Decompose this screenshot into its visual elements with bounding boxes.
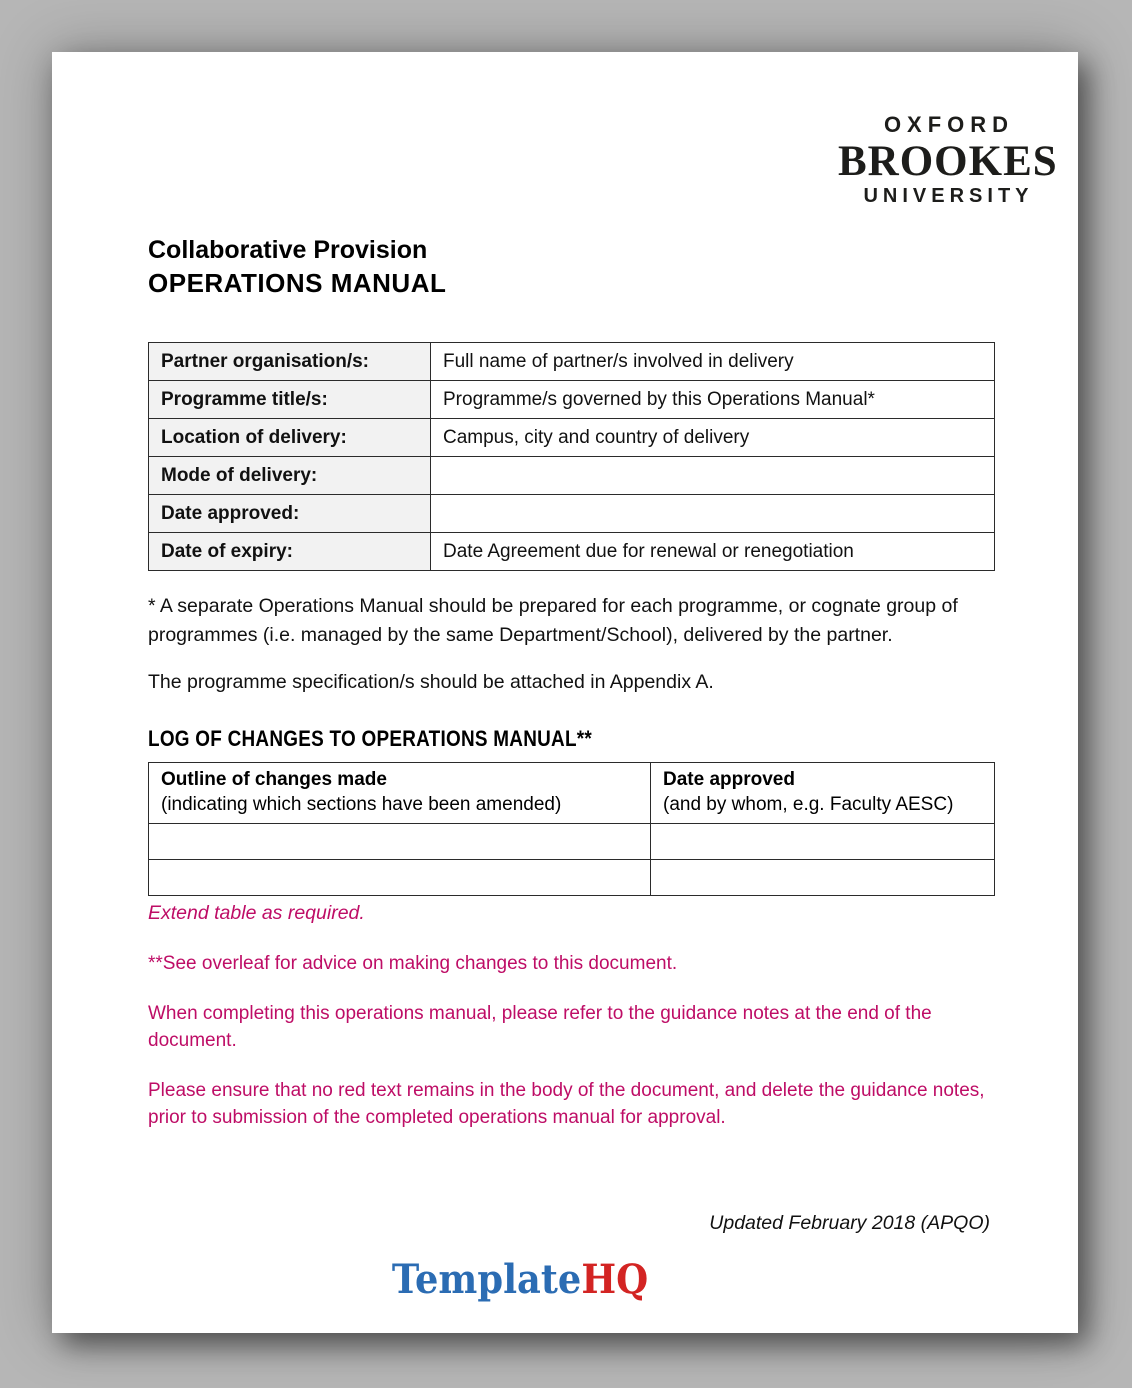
row-label-cell: Mode of delivery: (149, 457, 431, 495)
log-col-header-changes-subtitle: (indicating which sections have been amended) (161, 793, 562, 815)
brand-red-text: HQ (581, 1256, 649, 1303)
log-empty-cell (651, 824, 995, 860)
log-changes-heading (148, 726, 995, 752)
brand-blue-text: Template (391, 1256, 582, 1303)
row-value-cell: Date Agreement due for renewal or renegotiation (431, 533, 995, 571)
partner-info-table (148, 342, 995, 571)
log-col-header-changes-title: Outline of changes made (161, 768, 387, 790)
log-col-header-changes (149, 762, 651, 823)
log-col-header-date-subtitle: (and by whom, e.g. Faculty AESC) (663, 793, 954, 815)
table-row (149, 860, 995, 896)
table-row (149, 419, 995, 457)
log-empty-cell (149, 824, 651, 860)
logo-university-text: UNIVERSITY (863, 185, 1034, 207)
red-text-warning-note: Please ensure that no red text remains in the body of the document, and delete the guidance notes, prior to submission of the completed operations manual for approval. (148, 1079, 985, 1128)
row-value-cell (431, 495, 995, 533)
completing-guidance-note: When completing this operations manual, please refer to the guidance notes at the end of the document. (148, 1002, 932, 1051)
table-row (149, 343, 995, 381)
table-header-row (149, 762, 995, 823)
document-subtitle: OPERATIONS MANUAL (148, 267, 447, 298)
row-label-cell: Date approved: (149, 495, 431, 533)
row-label-cell: Location of delivery: (149, 419, 431, 457)
see-overleaf-note: **See overleaf for advice on making changes to this document. (148, 952, 678, 974)
logo-brookes-text: BROOKES (838, 138, 1058, 185)
extend-table-note: Extend table as required. (148, 902, 365, 925)
appendix-note: The programme specification/s should be attached in Appendix A. (148, 671, 714, 694)
row-label-cell: Date of expiry: (149, 533, 431, 571)
row-label-cell: Programme title/s: (149, 381, 431, 419)
logo-oxford-text: OXFORD (883, 112, 1015, 137)
log-changes-table (148, 762, 995, 896)
log-empty-cell (651, 860, 995, 896)
document-content (52, 52, 1078, 1333)
row-value-cell (431, 457, 995, 495)
updated-date: Updated February 2018 (APQO) (709, 1212, 990, 1234)
table-row (149, 533, 995, 571)
document-title: Collaborative Provision (148, 236, 428, 264)
row-label-cell: Partner organisation/s: (149, 343, 431, 381)
document-page (52, 52, 1078, 1333)
row-value-cell: Full name of partner/s involved in delivery (431, 343, 995, 381)
row-value-cell: Campus, city and country of delivery (431, 419, 995, 457)
log-changes-heading-text: LOG OF CHANGES TO OPERATIONS MANUAL** (148, 725, 593, 751)
university-logo (838, 112, 1058, 207)
table-row (149, 824, 995, 860)
log-col-header-date-title: Date approved (663, 768, 795, 790)
row-value-cell: Programme/s governed by this Operations Manual* (431, 381, 995, 419)
templatehq-logo (89, 1256, 950, 1303)
asterisk-note: * A separate Operations Manual should be prepared for each programme, or cognate group of programmes (i.e. managed by the same Department/School), delivered by the partner. (148, 595, 958, 647)
log-empty-cell (149, 860, 651, 896)
table-row (149, 381, 995, 419)
table-row (149, 457, 995, 495)
log-col-header-date (651, 762, 995, 823)
table-row (149, 495, 995, 533)
